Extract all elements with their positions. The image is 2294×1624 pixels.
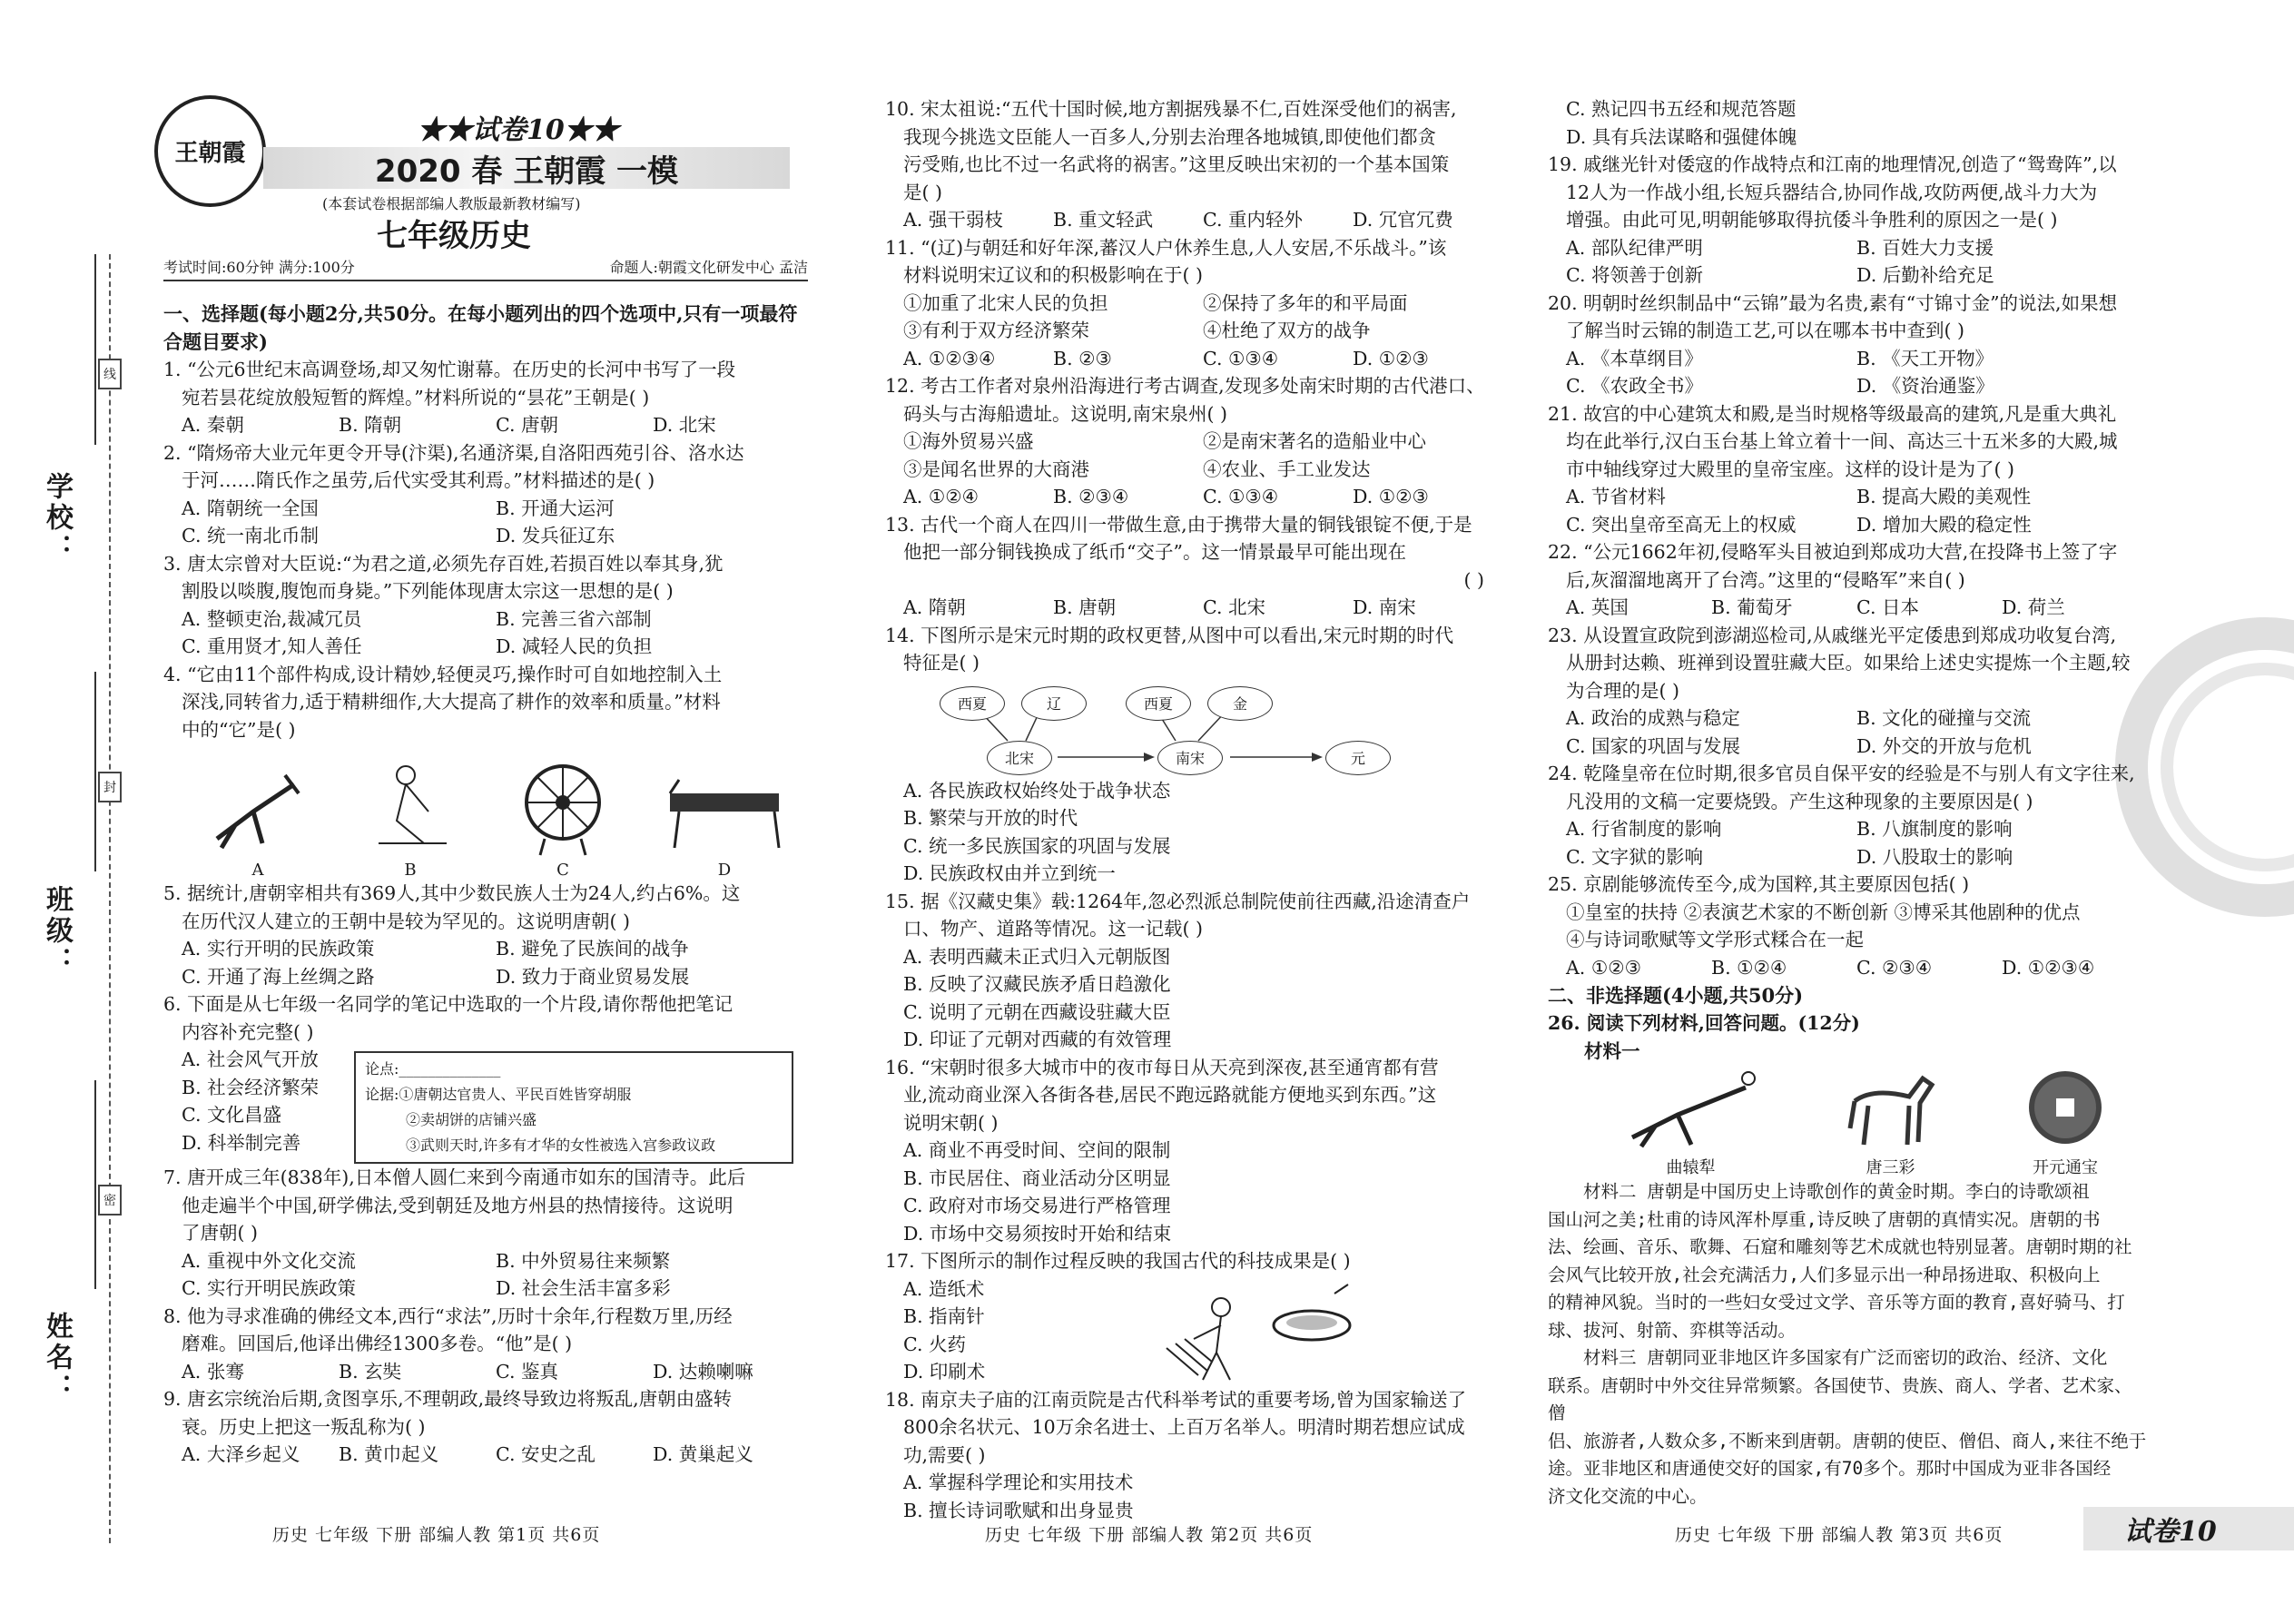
option[interactable]: C. 唐朝 xyxy=(496,414,558,436)
node-beisong: 北宋 xyxy=(987,741,1052,775)
question-6 xyxy=(163,990,810,1164)
option[interactable]: D. 致力于商业贸易发展 xyxy=(496,965,690,988)
option[interactable]: A. ①②③④ xyxy=(903,347,996,369)
option[interactable]: C. 日本 xyxy=(1856,596,1919,618)
q7-line: 他走遍半个中国,研学佛法,受到朝廷及地方州县的热情接待。这说明 xyxy=(182,1194,733,1216)
q25-item: ①皇室的扶持 ②表演艺术家的不断创新 ③博采其他剧种的优点 xyxy=(1566,901,2081,923)
tea-figure-icon xyxy=(360,757,460,857)
q22-line: 后,灰溜溜地离开了台湾。”这里的“侵略军”来自( ) xyxy=(1566,568,1965,591)
question-11 xyxy=(885,234,1502,373)
note-line: ③武则天时,许多有才华的女性被选入宫参政议政 xyxy=(406,1137,716,1154)
option[interactable]: B. ②③④ xyxy=(1053,486,1129,507)
node-nansong: 南宋 xyxy=(1157,741,1223,775)
material-2-line: 球、拔河、射箭、弈棋等活动。 xyxy=(1548,1319,1797,1341)
fig-label: C xyxy=(556,861,569,880)
q23-line: 从册封达赖、班禅到设置驻藏大臣。如果给上述史实提炼一个主题,较 xyxy=(1566,652,2131,674)
q4-fig-c[interactable] xyxy=(513,757,613,880)
option[interactable]: A. 实行开明的民族政策 xyxy=(182,938,375,960)
material-3-line: 材料三 唐朝同亚非地区许多国家有广泛而密切的政治、经济、文化 xyxy=(1583,1347,2108,1368)
option[interactable]: B. 重文轻武 xyxy=(1053,209,1154,231)
q12-items xyxy=(885,428,1502,456)
option[interactable]: D. 科举制完善 xyxy=(182,1131,301,1154)
option[interactable]: B. 指南针 xyxy=(903,1305,985,1327)
option[interactable]: C. ①③④ xyxy=(1203,347,1279,369)
option[interactable]: D. 后勤补给充足 xyxy=(1856,264,1994,286)
q4-line: 中的“它”是( ) xyxy=(182,718,296,741)
name-underline xyxy=(94,1080,96,1289)
option[interactable]: B. 擅长诗词歌赋和出身显贵 xyxy=(903,1499,1134,1521)
option[interactable]: D. 发兵征辽东 xyxy=(496,525,615,546)
option[interactable]: C. 统一南北币制 xyxy=(182,525,319,546)
q1-options xyxy=(163,411,810,439)
q12-items xyxy=(885,456,1502,484)
q15-line: 口、物产、道路等情况。这一记载( ) xyxy=(903,918,1204,940)
option[interactable]: C. 鉴真 xyxy=(496,1360,558,1383)
q19-line: 19. 戚继光针对倭寇的作战特点和江南的地理情况,创造了“鸳鸯阵”,以 xyxy=(1548,153,2117,175)
material-2-line: 材料二 唐朝是中国历史上诗歌创作的黄金时期。李白的诗歌颂祖 xyxy=(1583,1181,2090,1202)
q2-line: 2. “隋炀帝大业元年更令开导(汴渠),名通济渠,自洛阳西苑引谷、洛水达 xyxy=(163,441,744,464)
question-14 xyxy=(885,622,1502,888)
question-23 xyxy=(1548,622,2147,761)
material-3-line: 济文化交流的中心。 xyxy=(1548,1485,1708,1507)
option[interactable]: D. ①②③ xyxy=(1353,486,1429,507)
option[interactable]: D. ①②③④ xyxy=(2002,956,2095,979)
q14-line: 特征是( ) xyxy=(903,652,980,674)
option[interactable]: C. 国家的巩固与发展 xyxy=(1566,734,1740,757)
q13-line: 他把一部分铜钱换成了纸币“交子”。这一情景最早可能出现在 xyxy=(903,541,1406,563)
coin-icon xyxy=(2023,1065,2109,1151)
q16-line: 业,流动商业深入各街各巷,居民不跑远路就能方便地买到东西。”这 xyxy=(903,1084,1437,1106)
question-1 xyxy=(163,356,810,439)
question-17 xyxy=(885,1247,1502,1386)
option[interactable]: A. 节省材料 xyxy=(1566,486,1666,507)
option[interactable]: B. 反映了汉藏民族矛盾日趋激化 xyxy=(903,973,1171,995)
note-line: ②卖胡饼的店铺兴盛 xyxy=(406,1111,537,1128)
q5-options xyxy=(163,963,810,991)
q20-line: 了解当时云锦的制造工艺,可以在哪本书中查到( ) xyxy=(1566,320,1965,341)
q11-items xyxy=(885,317,1502,345)
q4-fig-a[interactable] xyxy=(208,757,308,880)
author: 命题人:朝霞文化研发中心 孟洁 xyxy=(609,259,808,276)
option[interactable]: D. 社会生活丰富多彩 xyxy=(496,1277,671,1299)
option[interactable]: C. 熟记四书五经和规范答题 xyxy=(1566,98,1797,120)
option[interactable]: C. 将领善于创新 xyxy=(1566,264,1703,286)
q21-line: 市中轴线穿过大殿里的皇帝宝座。这样的设计是为了( ) xyxy=(1566,458,2015,480)
item: ④农业、手工业发达 xyxy=(1203,458,1371,480)
horse-icon xyxy=(1836,1065,1945,1151)
option[interactable]: C. 政府对市场交易进行严格管理 xyxy=(903,1195,1171,1216)
seal-xian: 线 xyxy=(98,359,122,389)
dragon-bone-pump-icon xyxy=(665,766,783,857)
q5-options xyxy=(163,935,810,963)
option[interactable]: B. 隋朝 xyxy=(339,414,402,436)
q24-line: 凡没用的文稿一定要烧毁。产生这种现象的主要原因是( ) xyxy=(1566,790,2033,812)
option[interactable]: C. 北宋 xyxy=(1203,596,1265,618)
q17-line: 17. 下图所示的制作过程反映的我国古代的科技成果是( ) xyxy=(885,1250,1351,1272)
option[interactable]: B. ②③ xyxy=(1053,347,1112,369)
q6-line: 内容补充完整( ) xyxy=(182,1020,314,1043)
material-3-line: 联系。唐朝时中外交往异常频繁。各国使节、贵族、商人、学者、艺术家、僧 xyxy=(1548,1374,2132,1423)
q9-line: 9. 唐玄宗统治后期,贪图享乐,不理朝政,最终导致边将叛乱,唐朝由盛转 xyxy=(163,1388,733,1410)
q10-line: 是( ) xyxy=(903,181,943,203)
option[interactable]: A. 强干弱枝 xyxy=(903,209,1003,231)
question-24 xyxy=(1548,760,2147,871)
option[interactable]: A. ①②③ xyxy=(1566,956,1641,979)
option[interactable]: A. 秦朝 xyxy=(182,414,244,436)
question-3 xyxy=(163,550,810,661)
option[interactable]: B. 市民居住、商业活动分区明显 xyxy=(903,1166,1171,1189)
option[interactable]: D. 减轻人民的负担 xyxy=(496,635,653,657)
material-2-line: 的精神风貌。当时的一些妇女受过文学、音乐等方面的教育,喜好骑马、打 xyxy=(1548,1292,2125,1313)
q2-options xyxy=(163,495,810,523)
option[interactable]: A. 各民族政权始终处于战争状态 xyxy=(903,779,1171,802)
option[interactable]: D. 《资治通鉴》 xyxy=(1856,375,1994,397)
q3-line: 3. 唐太宗曾对大臣说:“为君之道,必须先存百姓,若损百姓以奉其身,犹 xyxy=(163,552,724,575)
q9-options xyxy=(163,1441,810,1469)
option[interactable]: A. 隋朝统一全国 xyxy=(182,497,319,519)
binding-strip xyxy=(0,0,154,1624)
q13-options xyxy=(885,594,1502,622)
waterwheel-icon xyxy=(513,757,613,857)
name-label: 姓名： xyxy=(41,1312,73,1404)
option[interactable]: C. 文字狱的影响 xyxy=(1566,845,1703,868)
option[interactable]: C. 实行开明民族政策 xyxy=(182,1277,356,1299)
option[interactable]: D. 北宋 xyxy=(653,414,716,436)
q5-line: 在历代汉人建立的王朝中是较为罕见的。这说明唐朝( ) xyxy=(182,910,631,932)
material-1-figures xyxy=(1548,1065,2147,1178)
option[interactable]: D. 荷兰 xyxy=(2002,596,2065,618)
item: ②保持了多年的和平局面 xyxy=(1203,291,1408,314)
papermaking-illustration-icon xyxy=(1157,1275,1357,1384)
q7-options xyxy=(163,1247,810,1275)
option[interactable]: A. 社会风气开放 xyxy=(182,1048,319,1070)
option[interactable]: D. 市场中交易须按时开始和结束 xyxy=(903,1222,1172,1245)
option[interactable]: C. 统一多民族国家的巩固与发展 xyxy=(903,834,1171,857)
option[interactable]: A. 隋朝 xyxy=(903,596,966,618)
option[interactable]: B. 黄巾起义 xyxy=(339,1443,439,1465)
q10-line: 10. 宋太祖说:“五代十国时候,地方割据残暴不仁,百姓深受他们的祸害, xyxy=(885,98,1457,120)
option[interactable]: B. 完善三省六部制 xyxy=(496,607,652,630)
question-4 xyxy=(163,661,810,881)
option[interactable]: D. 印证了元朝对西藏的有效管理 xyxy=(903,1029,1172,1050)
paper-number: ★★试卷10★★ xyxy=(418,114,619,146)
option[interactable]: A. 重视中外文化交流 xyxy=(182,1249,356,1272)
q11-line: 11. “(辽)与朝廷和好年深,蕃汉人户休养生息,人人安居,不乐战斗。”该 xyxy=(885,236,1447,259)
node-xixia: 西夏 xyxy=(940,686,1005,721)
option[interactable]: A. 《本草纲目》 xyxy=(1566,347,1703,369)
note-line: 论据:①唐朝达官贵人、平民百姓皆穿胡服 xyxy=(365,1086,632,1103)
q4-figures xyxy=(163,743,810,880)
note-line: 论点:______________ xyxy=(365,1060,501,1078)
node-xixia-2: 西夏 xyxy=(1126,686,1191,721)
option[interactable]: B. 葡萄牙 xyxy=(1711,596,1793,618)
material-2-line: 法、绘画、音乐、歌舞、石窟和雕刻等艺术成就也特别显著。唐朝时期的社 xyxy=(1548,1236,2132,1257)
fig-label: A xyxy=(251,861,264,880)
subject-title: 七年级历史 xyxy=(377,218,531,254)
q19-line: 12人为一作战小组,长短兵器结合,协同作战,攻防两便,战斗力大为 xyxy=(1566,181,2098,203)
item: ③有利于双方经济繁荣 xyxy=(903,320,1089,341)
q7-line: 7. 唐开成三年(838年),日本僧人圆仁来到今南通市如东的国清寺。此后 xyxy=(163,1166,746,1188)
question-10 xyxy=(885,95,1502,234)
option[interactable]: A. 大泽乡起义 xyxy=(182,1443,300,1465)
fig-caption: 曲辕犁 xyxy=(1666,1158,1716,1177)
q4-line: 4. “它由11个部件构成,设计精妙,轻便灵巧,操作时可自如地控制入土 xyxy=(163,663,723,685)
question-16 xyxy=(885,1054,1502,1248)
option[interactable]: C. 开通了海上丝绸之路 xyxy=(182,965,375,988)
material-1-label: 材料一 xyxy=(1584,1039,1640,1062)
page-footer-2: 历史 七年级 下册 部编人教 第2页 共6页 xyxy=(985,1525,1314,1545)
question-19 xyxy=(1548,151,2147,290)
tang-sancai-figure xyxy=(1836,1065,1945,1178)
header-rule xyxy=(163,280,808,281)
q2-line: 于河……隋氏作之虽劳,后代实受其利焉。”材料描述的是( ) xyxy=(182,469,655,491)
class-underline xyxy=(94,672,96,871)
q18-line: 功,需要( ) xyxy=(903,1443,986,1466)
material-3-line: 侣、旅游者,人数众多,不断来到唐朝。唐朝的使臣、僧侣、商人,来往不绝于 xyxy=(1548,1430,2147,1452)
section2-title: 二、非选择题(4小题,共50分) xyxy=(1548,984,1804,1007)
question-9 xyxy=(163,1385,810,1469)
option[interactable]: D. 印刷术 xyxy=(903,1361,986,1383)
fig-caption: 开元通宝 xyxy=(2033,1158,2098,1177)
q1-line: 1. “公元6世纪末高调登场,却又匆忙谢幕。在历史的长河中书写了一段 xyxy=(163,359,736,380)
question-15 xyxy=(885,888,1502,1054)
q12-line: 码头与古海船遗址。这说明,南宋泉州( ) xyxy=(903,402,1228,425)
q23-line: 为合理的是( ) xyxy=(1566,679,1680,702)
q8-line: 8. 他为寻求准确的佛经文本,西行“求法”,历时十余年,行程数万里,历经 xyxy=(163,1304,733,1327)
q4-fig-d[interactable] xyxy=(665,766,783,880)
class-label: 班级： xyxy=(41,885,73,978)
option[interactable]: A. 英国 xyxy=(1566,596,1629,618)
fig-caption: 唐三彩 xyxy=(1866,1158,1915,1177)
option[interactable]: C. 文化昌盛 xyxy=(182,1104,281,1126)
item: ①海外贸易兴盛 xyxy=(903,430,1034,452)
q12-line: 12. 考古工作者对泉州沿海进行考古调查,发现多处南宋时期的古代港口、 xyxy=(885,375,1485,397)
q5-line: 5. 据统计,唐朝宰相共有369人,其中少数民族人士为24人,约占6%。这 xyxy=(163,882,741,904)
q3-line: 割股以啖腹,腹饱而身毙。”下列能体现唐太宗这一思想的是( ) xyxy=(182,580,674,602)
q16-line: 说明宋朝( ) xyxy=(903,1111,999,1134)
q13-line: 13. 古代一个商人在四川一带做生意,由于携带大量的铜钱银锭不便,于是 xyxy=(885,513,1472,536)
q17-body xyxy=(885,1275,1502,1386)
option[interactable]: D. 南宋 xyxy=(1353,596,1416,618)
option[interactable]: B. 《天工开物》 xyxy=(1856,347,1994,369)
school-label: 学校： xyxy=(41,472,73,565)
option[interactable]: B. 提高大殿的美观性 xyxy=(1856,486,2032,507)
material-2-line: 会风气比较开放,社会充满活力,人们多显示出一种昂扬进取、积极向上 xyxy=(1548,1264,2101,1285)
option[interactable]: B. 开通大运河 xyxy=(496,497,615,519)
option[interactable]: A. 部队纪律严明 xyxy=(1566,236,1703,259)
q14-line: 14. 下图所示是宋元时期的政权更替,从图中可以看出,宋元时期的时代 xyxy=(885,624,1454,646)
question-7 xyxy=(163,1164,810,1303)
q6-note-box xyxy=(354,1051,793,1164)
binding-dashed-line xyxy=(109,254,111,1543)
time-score: 考试时间:60分钟 满分:100分 xyxy=(163,259,355,276)
option[interactable]: B. 避免了民族间的战争 xyxy=(496,938,689,960)
option[interactable]: B. 唐朝 xyxy=(1053,596,1117,618)
q21-line: 21. 故宫的中心建筑太和殿,是当时规格等级最高的建筑,凡是重大典礼 xyxy=(1548,402,2117,425)
item: ①加重了北宋人民的负担 xyxy=(903,291,1108,314)
option[interactable]: A. 表明西藏未正式归入元朝版图 xyxy=(903,945,1171,968)
option[interactable]: A. 掌握科学理论和实用技术 xyxy=(903,1471,1134,1493)
q10-options xyxy=(885,206,1502,234)
question-2 xyxy=(163,439,810,550)
q6-options xyxy=(182,1046,354,1164)
question-22 xyxy=(1548,538,2147,622)
page-footer-1: 历史 七年级 下册 部编人教 第1页 共6页 xyxy=(272,1525,601,1545)
q9-line: 衰。历史上把这一叛乱称为( ) xyxy=(182,1415,426,1438)
q19-line: 增强。由此可见,明朝能够取得抗倭斗争胜利的原因之一是( ) xyxy=(1566,209,2058,231)
q20-line: 20. 明朝时丝织制品中“云锦”最为名贵,素有“寸锦寸金”的说法,如果想 xyxy=(1548,291,2118,314)
q12-options xyxy=(885,483,1502,511)
exam-meta xyxy=(163,256,808,277)
option[interactable]: D. 冗官冗费 xyxy=(1353,209,1453,231)
option[interactable]: C. 说明了元朝在西藏设驻藏大臣 xyxy=(903,1000,1171,1023)
fig-label: B xyxy=(404,861,417,880)
q8-options xyxy=(163,1358,810,1386)
option[interactable]: D. 八股取士的影响 xyxy=(1856,845,2013,868)
column-2 xyxy=(885,95,1502,1524)
q4-fig-b[interactable] xyxy=(360,757,460,880)
plow-icon xyxy=(208,757,308,857)
question-21 xyxy=(1548,400,2147,539)
item: ③是闻名世界的大商港 xyxy=(903,458,1089,480)
q16-line: 16. “宋朝时很多大城市中的夜市每日从天亮到深夜,甚至通宵都有营 xyxy=(885,1056,1439,1078)
q11-options xyxy=(885,345,1502,373)
q24-line: 24. 乾隆皇帝在位时期,很多官员自保平安的经验是不与别人有文字往来, xyxy=(1548,763,2135,784)
seal-feng: 封 xyxy=(98,772,122,802)
column-1 xyxy=(163,300,810,1469)
q13-line: ( ) xyxy=(1463,568,1484,591)
node-jin: 金 xyxy=(1207,686,1273,721)
option[interactable]: C. 突出皇帝至高无上的权威 xyxy=(1566,513,1797,536)
q6-line: 6. 下面是从七年级一名同学的笔记中选取的一个片段,请你帮他把笔记 xyxy=(163,993,733,1015)
q22-line: 22. “公元1662年初,侵略军头目被迫到郑成功大营,在投降书上签了字 xyxy=(1548,541,2118,563)
school-underline xyxy=(94,254,96,445)
q8-line: 磨难。回国后,他译出佛经1300多卷。“他”是( ) xyxy=(182,1333,573,1354)
item: ②是南宋著名的造船业中心 xyxy=(1203,430,1426,452)
option[interactable]: A. 张骞 xyxy=(182,1360,244,1383)
question-13 xyxy=(885,511,1502,622)
option[interactable]: A. 整顿吏治,裁减冗员 xyxy=(182,607,362,630)
regime-diagram xyxy=(885,677,1502,777)
option[interactable]: D. 达赖喇嘛 xyxy=(653,1360,753,1383)
option[interactable]: D. 外交的开放与危机 xyxy=(1856,734,2032,757)
node-yuan: 元 xyxy=(1325,741,1391,775)
question-20 xyxy=(1548,290,2147,400)
q4-line: 深浅,同转省力,适于精耕细作,大大提高了耕作的效率和质量。”材料 xyxy=(182,691,721,713)
option[interactable]: D. ①②③ xyxy=(1353,347,1429,369)
option[interactable]: A. ①②④ xyxy=(903,486,979,507)
edition-note: (本套试卷根据部编人教版最新教材编写) xyxy=(322,195,581,212)
kaiyuan-coin-figure xyxy=(2023,1065,2109,1178)
material-3-line: 途。亚非地区和唐通使交好的国家,有70多个。那时中国成为亚非各国经 xyxy=(1548,1458,2112,1479)
q3-options xyxy=(163,633,810,661)
option[interactable]: B. 百姓大力支援 xyxy=(1856,236,1994,259)
q26-stem: 26. 阅读下列材料,回答问题。(12分) xyxy=(1548,1012,1860,1034)
option[interactable]: D. 黄巢起义 xyxy=(653,1443,753,1465)
q6-body xyxy=(163,1046,810,1164)
option[interactable]: B. 八旗制度的影响 xyxy=(1856,818,2013,840)
paper-number-footer xyxy=(2083,1507,2294,1550)
question-18 xyxy=(885,1386,1502,1525)
option[interactable]: C. 重用贤才,知人善任 xyxy=(182,635,362,657)
seal-mi: 密 xyxy=(98,1185,122,1216)
option[interactable]: C. ②③④ xyxy=(1856,956,1933,979)
exam-title: 2020 春 王朝霞 一模 xyxy=(263,147,790,189)
option[interactable]: C. 安史之乱 xyxy=(496,1443,596,1465)
option[interactable]: D. 增加大殿的稳定性 xyxy=(1856,513,2032,536)
option[interactable]: C. 重内轻外 xyxy=(1203,209,1303,231)
q1-line: 宛若昙花绽放般短暂的辉煌。”材料所说的“昙花”王朝是( ) xyxy=(182,386,650,408)
option[interactable]: A. 政治的成熟与稳定 xyxy=(1566,707,1740,729)
quyuan-plow-figure xyxy=(1623,1065,1759,1178)
q7-options xyxy=(163,1275,810,1303)
q3-options xyxy=(163,605,810,634)
option[interactable]: A. 造纸术 xyxy=(903,1277,985,1300)
wangzhaoxia-logo: 王朝霞 xyxy=(154,95,266,207)
option[interactable]: B. 玄奘 xyxy=(339,1360,402,1383)
q18-line: 800余名状元、10万余名进士、上百万名举人。明清时期若想应试成 xyxy=(903,1416,1465,1438)
q25-item: ④与诗词歌赋等文学形式糅合在一起 xyxy=(1566,929,1864,950)
page-footer-3: 历史 七年级 下册 部编人教 第3页 共6页 xyxy=(1675,1525,2004,1545)
question-5 xyxy=(163,880,810,990)
column-3 xyxy=(1548,95,2147,1511)
option[interactable]: A. 商业不再受时间、空间的限制 xyxy=(903,1139,1171,1161)
node-liao: 辽 xyxy=(1021,686,1087,721)
option[interactable]: B. ①②④ xyxy=(1711,956,1787,979)
q23-line: 23. 从设置宣政院到澎湖巡检司,从戚继光平定倭患到郑成功收复台湾, xyxy=(1548,624,2117,646)
option[interactable]: C. 火药 xyxy=(903,1333,966,1355)
section1-title: 一、选择题(每小题2分,共50分。在每小题列出的四个选项中,只有一项最符合题目要求) xyxy=(163,302,798,353)
q15-line: 15. 据《汉藏史集》载:1264年,忽必烈派总制院使前往西藏,沿途清查户 xyxy=(885,890,1471,912)
option[interactable]: C. 《农政全书》 xyxy=(1566,375,1703,397)
option[interactable]: D. 民族政权由并立到统一 xyxy=(903,862,1116,884)
option[interactable]: D. 具有兵法谋略和强健体魄 xyxy=(1566,125,1797,148)
q7-line: 了唐朝( ) xyxy=(182,1222,259,1244)
option[interactable]: A. 行省制度的影响 xyxy=(1566,818,1722,840)
item: ④杜绝了双方的战争 xyxy=(1203,320,1371,341)
fig-label: D xyxy=(717,861,732,880)
q18-line: 18. 南京夫子庙的江南贡院是古代科举考试的重要考场,曾为国家输送了 xyxy=(885,1388,1467,1411)
q11-line: 材料说明宋辽议和的积极影响在于( ) xyxy=(903,264,1204,286)
q25-line: 25. 京剧能够流传至今,成为国粹,其主要原因包括( ) xyxy=(1548,873,1970,895)
question-12 xyxy=(885,372,1502,511)
option[interactable]: B. 文化的碰撞与交流 xyxy=(1856,707,2032,729)
question-25 xyxy=(1548,871,2147,981)
question-8 xyxy=(163,1303,810,1386)
q10-line: 我现今挑选文臣能人一百多人,分别去治理各地城镇,即使他们都贪 xyxy=(903,125,1437,148)
option[interactable]: C. ①③④ xyxy=(1203,486,1279,507)
q2-options xyxy=(163,522,810,550)
option[interactable]: B. 中外贸易往来频繁 xyxy=(496,1249,671,1272)
paper-number-text: 试卷10 xyxy=(2124,1516,2217,1548)
q11-items xyxy=(885,290,1502,318)
q10-line: 污受贿,也比不过一名武将的祸害。”这里反映出宋初的一个基本国策 xyxy=(903,153,1450,175)
q21-line: 均在此举行,汉白玉台基上耸立着十一间、高达三十五米多的大殿,城 xyxy=(1566,430,2118,452)
plow-icon xyxy=(1623,1065,1759,1151)
material-2-line: 国山河之美;杜甫的诗风浑朴厚重,诗反映了唐朝的真情实况。唐朝的书 xyxy=(1548,1208,2101,1230)
option[interactable]: B. 繁荣与开放的时代 xyxy=(903,807,1078,829)
option[interactable]: B. 社会经济繁荣 xyxy=(182,1076,320,1098)
